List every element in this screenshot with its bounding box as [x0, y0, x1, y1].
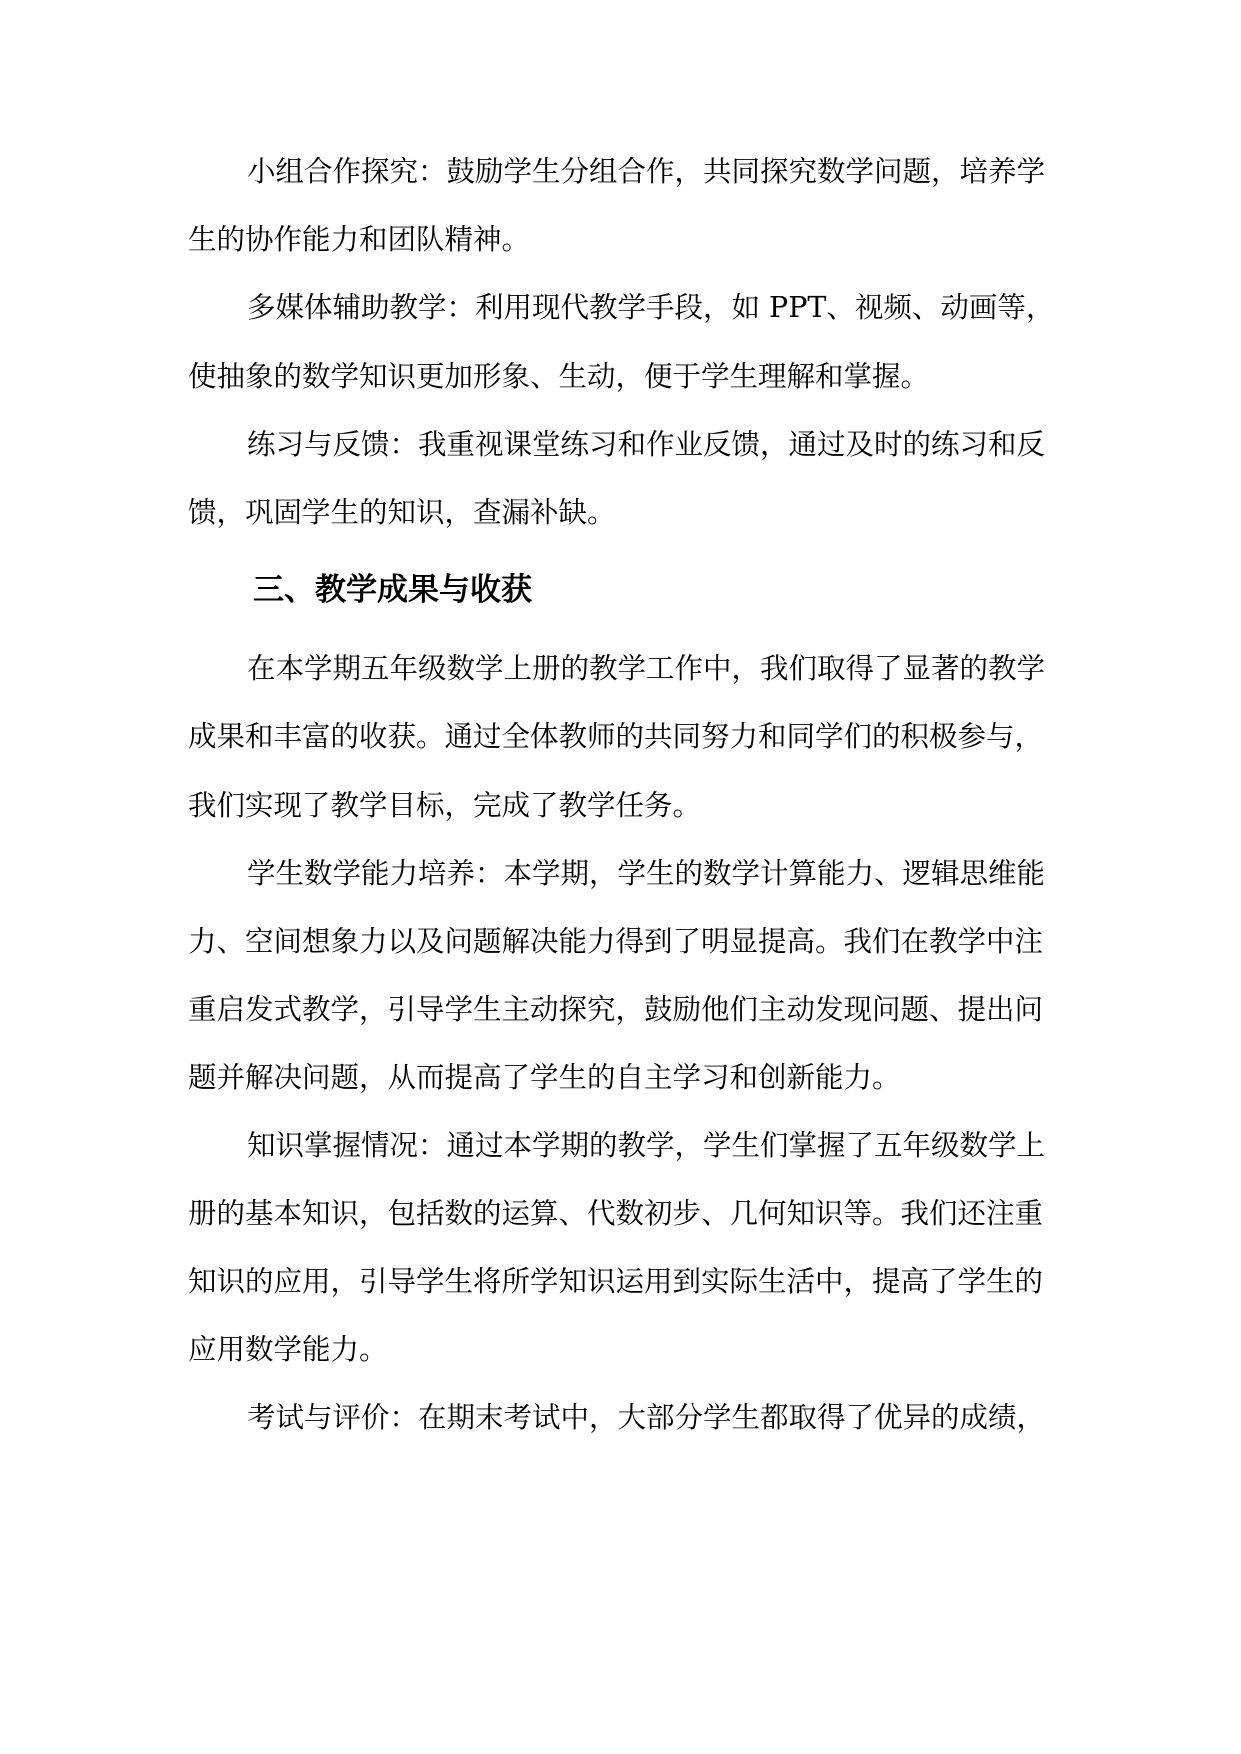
paragraph-line: 小组合作探究：鼓励学生分组合作，共同探究数学问题，培养学: [247, 155, 1046, 188]
paragraph-line: 馈，巩固学生的知识，查漏补缺。: [188, 496, 616, 529]
paragraph-line: 知识的应用，引导学生将所学知识运用到实际生活中，提高了学生的: [188, 1265, 1044, 1298]
paragraph-line: 成果和丰富的收获。通过全体教师的共同努力和同学们的积极参与，: [188, 720, 1044, 753]
paragraph-line: 多媒体辅助教学：利用现代教学手段，如 PPT、视频、动画等，: [247, 291, 1055, 324]
paragraph-line: 考试与评价：在期末考试中，大部分学生都取得了优异的成绩，: [247, 1401, 1046, 1434]
paragraph-line: 在本学期五年级数学上册的教学工作中，我们取得了显著的教学: [247, 652, 1046, 685]
paragraph-line: 我们实现了教学目标，完成了教学任务。: [188, 789, 702, 822]
paragraph-line: 学生数学能力培养：本学期，学生的数学计算能力、逻辑思维能: [247, 857, 1046, 890]
paragraph-line: 应用数学能力。: [188, 1333, 388, 1366]
paragraph-line: 重启发式教学，引导学生主动探究，鼓励他们主动发现问题、提出问: [188, 993, 1044, 1026]
paragraph-line: 练习与反馈：我重视课堂练习和作业反馈，通过及时的练习和反: [247, 428, 1046, 461]
paragraph-line: 生的协作能力和团队精神。: [188, 223, 531, 256]
paragraph-line: 册的基本知识，包括数的运算、代数初步、几何知识等。我们还注重: [188, 1197, 1044, 1230]
paragraph-line: 题并解决问题，从而提高了学生的自主学习和创新能力。: [188, 1061, 901, 1094]
section-heading: 三、教学成果与收获: [253, 572, 532, 608]
paragraph-line: 使抽象的数学知识更加形象、生动，便于学生理解和掌握。: [188, 360, 930, 393]
paragraph-line: 力、空间想象力以及问题解决能力得到了明显提高。我们在教学中注: [188, 925, 1044, 958]
paragraph-line: 知识掌握情况：通过本学期的教学，学生们掌握了五年级数学上: [247, 1129, 1046, 1162]
